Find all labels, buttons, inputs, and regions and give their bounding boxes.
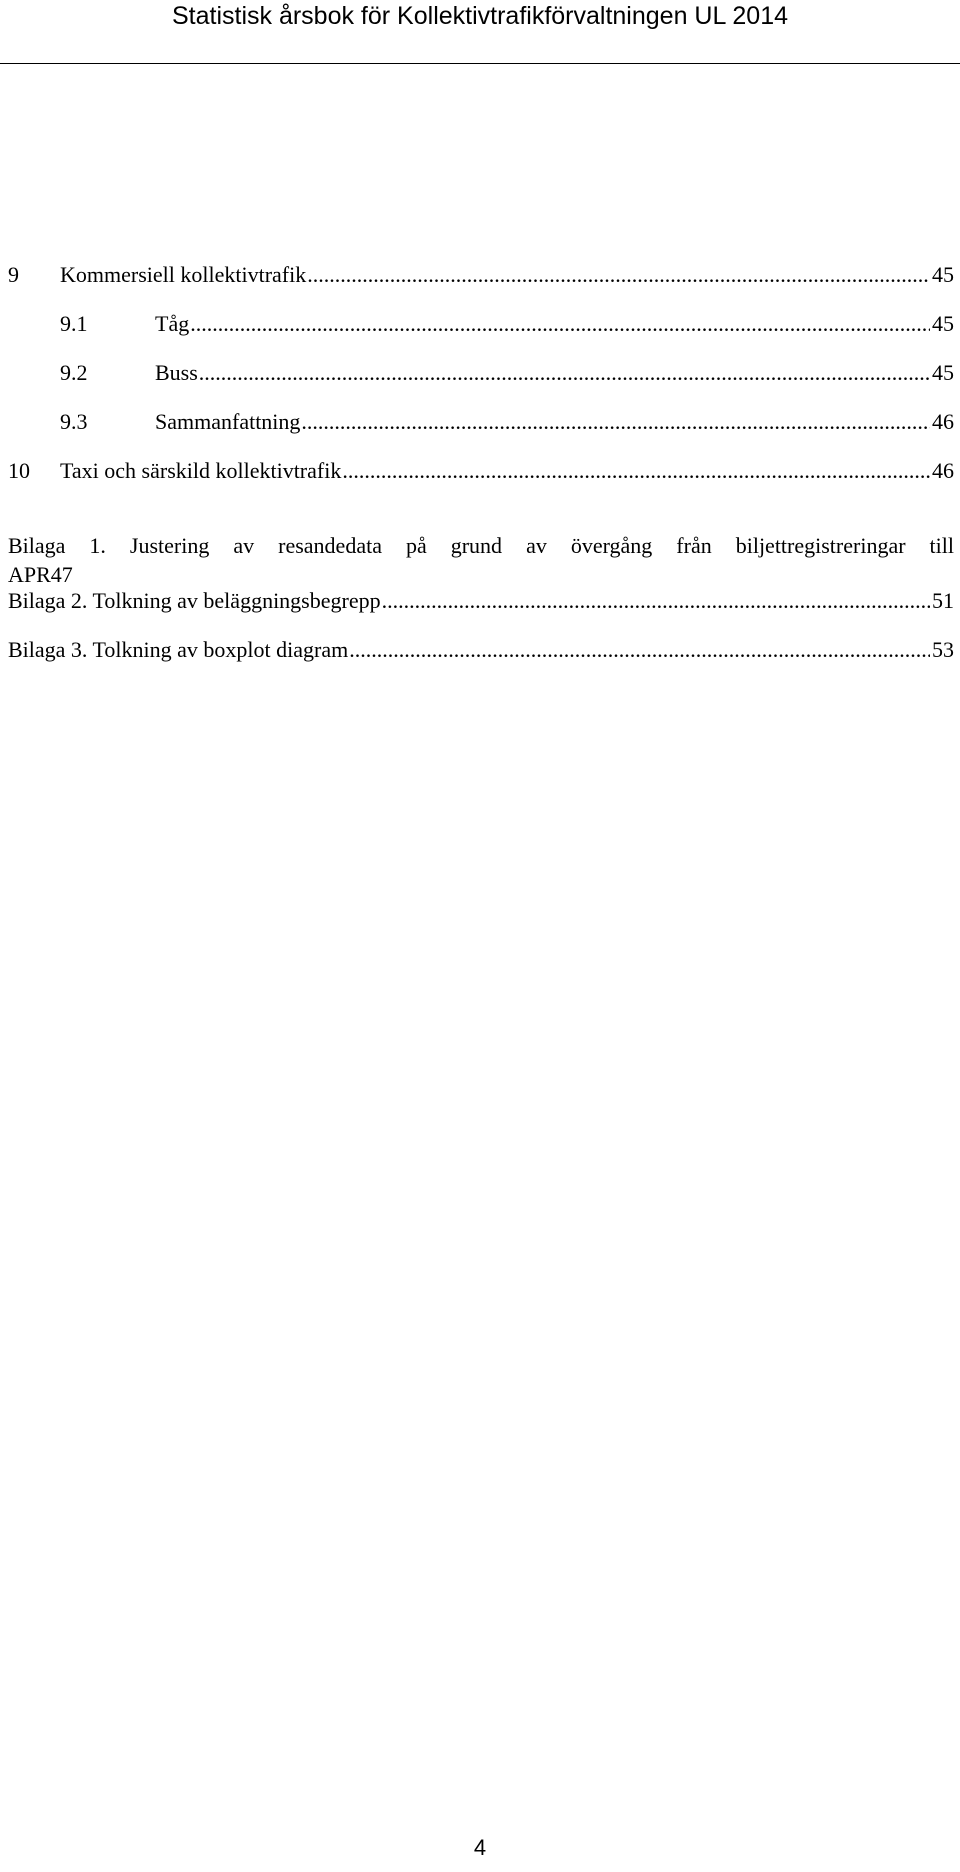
header-rule bbox=[0, 63, 960, 64]
toc-entry-title: APR bbox=[8, 562, 51, 587]
toc-dot-leader bbox=[199, 358, 930, 388]
toc-dot-leader bbox=[307, 260, 930, 290]
toc-entry-bilaga-2[interactable] bbox=[8, 586, 954, 616]
running-header-title: Statistisk årsbok för Kollektivtrafikförvaltningen UL 2014 bbox=[171, 2, 789, 30]
toc-entry-title: Taxi och särskild kollektivtrafik bbox=[60, 458, 342, 483]
toc-entry-bilaga-1[interactable]: Bilaga 1. Justering av resandedata på grund av övergång från biljettregistreringar till bbox=[8, 533, 954, 558]
toc-entry-bilaga-1-continuation[interactable] bbox=[8, 560, 73, 589]
toc-entry-page: 45 bbox=[932, 262, 954, 287]
toc-entry-10[interactable] bbox=[8, 456, 954, 486]
toc-entry-page: 47 bbox=[50, 562, 73, 587]
toc-entry-9-2[interactable] bbox=[60, 358, 954, 388]
page-number: 4 bbox=[473, 1835, 487, 1860]
toc-entry-title: Kommersiell kollektivtrafik bbox=[60, 262, 307, 287]
toc-entry-title: Tåg bbox=[155, 311, 190, 336]
toc-entry-number: 9 bbox=[8, 262, 19, 287]
toc-entry-number: 9.2 bbox=[60, 360, 88, 385]
toc-dot-leader bbox=[349, 635, 930, 665]
toc-entry-page: 53 bbox=[932, 637, 954, 662]
toc-dot-leader bbox=[301, 407, 930, 437]
toc-dot-leader bbox=[190, 309, 930, 339]
toc-dot-leader bbox=[342, 456, 930, 486]
toc-entry-number: 10 bbox=[8, 458, 30, 483]
toc-entry-page: 45 bbox=[932, 360, 954, 385]
toc-entry-page: 51 bbox=[932, 588, 954, 613]
toc-entry-title: Buss bbox=[155, 360, 198, 385]
toc-entry-page: 46 bbox=[932, 458, 954, 483]
toc-entry-number: 9.3 bbox=[60, 409, 88, 434]
toc-entry-title: Sammanfattning bbox=[155, 409, 301, 434]
toc-entry-page: 45 bbox=[932, 311, 954, 336]
toc-dot-leader bbox=[382, 586, 930, 616]
toc-entry-page: 46 bbox=[932, 409, 954, 434]
toc-entry-9-3[interactable] bbox=[60, 407, 954, 437]
toc-entry-bilaga-3[interactable] bbox=[8, 635, 954, 665]
toc-entry-number: 9.1 bbox=[60, 311, 88, 336]
toc-entry-9-1[interactable] bbox=[60, 309, 954, 339]
toc-entry-9[interactable] bbox=[8, 260, 954, 290]
toc-entry-title: Bilaga 3. Tolkning av boxplot diagram bbox=[8, 637, 349, 662]
toc-entry-title: Bilaga 2. Tolkning av beläggningsbegrepp bbox=[8, 588, 381, 613]
